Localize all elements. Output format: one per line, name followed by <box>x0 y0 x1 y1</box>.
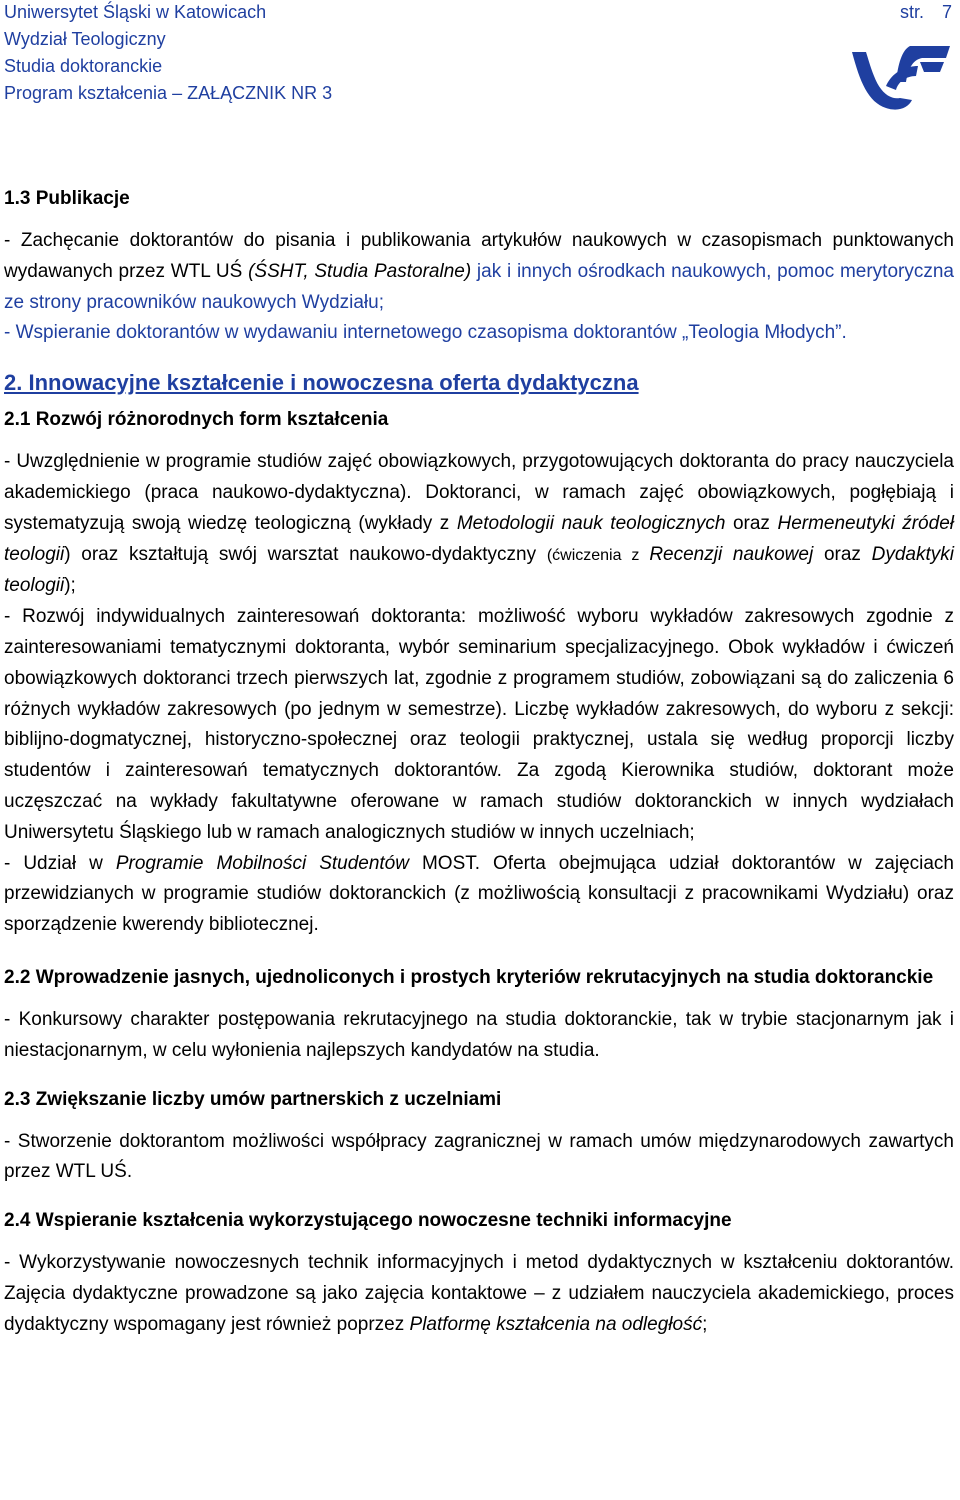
section-2-2-heading: 2.2 Wprowadzenie jasnych, ujednoliconych i prostych kryteriów rekrutacyjnych na studia doktoranckie <box>4 966 934 988</box>
section-1-3-paragraph-1: - Zachęcanie doktorantów do pisania i publikowania artykułów naukowych w czasopismach punktowanych wydawanych przez WTL UŚ (ŚSHT, Studia Pastoralne) jak i innych ośrodkach naukowych, pomoc merytoryczna ze strony pracowników naukowych Wydziału; <box>4 230 954 313</box>
page-header <box>4 2 954 122</box>
university-logo-icon <box>846 42 954 116</box>
section-2-3-paragraph-1: - Stworzenie doktorantom możliwości współpracy zagranicznej w ramach umów międzynarodowych zawartych przez WTL UŚ. <box>4 1130 954 1183</box>
header-faculty: Wydział Teologiczny <box>4 29 166 49</box>
section-2-3-heading: 2.3 Zwiększanie liczby umów partnerskich z uczelniami <box>4 1088 502 1110</box>
section-2-4-heading: 2.4 Wspieranie kształcenia wykorzystującego nowoczesne techniki informacyjne <box>4 1210 732 1232</box>
section-2-1-paragraph-3: - Udział w Programie Mobilności Studentów MOST. Oferta obejmująca udział doktorantów w zajęciach przewidzianych w programie studiów doktoranckich (z możliwością konsultacji z pracownikami Wydziału) oraz sporządzenie kwerendy bibliotecznej. <box>4 852 955 936</box>
header-university: Uniwersytet Śląski w Katowicach <box>4 2 267 22</box>
section-2-2-paragraph-1: - Konkursowy charakter postępowania rekrutacyjnego na studia doktoranckie, tak w trybie stacjonarnym jak i niestacjonarnym, w celu wyłonienia najlepszych kandydatów na studia. <box>4 1008 954 1061</box>
section-1-3-paragraph-2: - Wspieranie doktorantów w wydawaniu internetowego czasopisma doktorantów „Teologia Młodych”. <box>4 322 847 344</box>
section-1-3-heading: 1.3 Publikacje <box>4 188 130 209</box>
page-label: str. <box>899 2 924 22</box>
section-2-1-paragraph-2: - Rozwój indywidualnych zainteresowań doktoranta: możliwość wyboru wykładów zakresowych zgodnie z zainteresowaniami tematycznymi doktoranta, wybór seminarium specjalizacyjnego. Obok wykładów i ćwiczeń obowiązkowych doktoranci trzech pierwszych lat, zgodnie z programem studiów, zobowiązani są do zaliczenia 6 różnych wykładów zakresowych (po jednym w semestrze). Liczbę wykładów zakresowych, do wyboru z sekcji: biblijno-dogmatycznej, historyczno-społecznej oraz teologii praktycznej, ustala się według proporcji liczby studentów i zainteresowań tematycznych doktorantów. Za zgodą Kierownika studiów, doktorant może uczęszczać na wykłady fakultatywne oferowane w ramach studiów doktoranckich w innych wydziałach Uniwersytetu Śląskiego lub w ramach analogicznych studiów w innych uczelniach; <box>4 606 954 843</box>
section-2-heading: 2. Innowacyjne kształcenie i nowoczesna oferta dydaktyczna <box>4 370 639 396</box>
document-body <box>4 184 954 1341</box>
header-studies: Studia doktoranckie <box>4 56 163 76</box>
section-2-1-heading: 2.1 Rozwój różnorodnych form kształcenia <box>4 409 389 431</box>
section-2-4-paragraph-1: - Wykorzystywanie nowoczesnych technik informacyjnych i metod dydaktycznych w kształceniu doktorantów. Zajęcia dydaktyczne prowadzone są jako zajęcia kontaktowe – z udziałem nauczyciela akademickiego, proces dydaktyczny wspomagany jest również poprzez Platformę kształcenia na odległość; <box>4 1252 954 1335</box>
header-program: Program kształcenia – ZAŁĄCZNIK NR 3 <box>4 83 333 103</box>
page-number <box>900 2 952 23</box>
journals-italic: (ŚSHT, Studia Pastoralne) <box>248 260 472 282</box>
page-number-value: 7 <box>941 2 952 22</box>
section-2-1-paragraph-1: - Uwzględnienie w programie studiów zajęć obowiązkowych, przygotowujących doktoranta do pracy nauczyciela akademickiego (praca naukowo-dydaktyczna). Doktoranci, w ramach zajęć obowiązkowych, pogłębiają i systematyzują swoją wiedzę teologiczną (wykłady z Metodologii nauk teologicznych oraz Hermeneutyki źródeł teologii) oraz kształtują swój warsztat naukowo-dydaktyczny (ćwiczenia z Recenzji naukowej oraz Dydaktyki teologii); <box>4 451 954 597</box>
